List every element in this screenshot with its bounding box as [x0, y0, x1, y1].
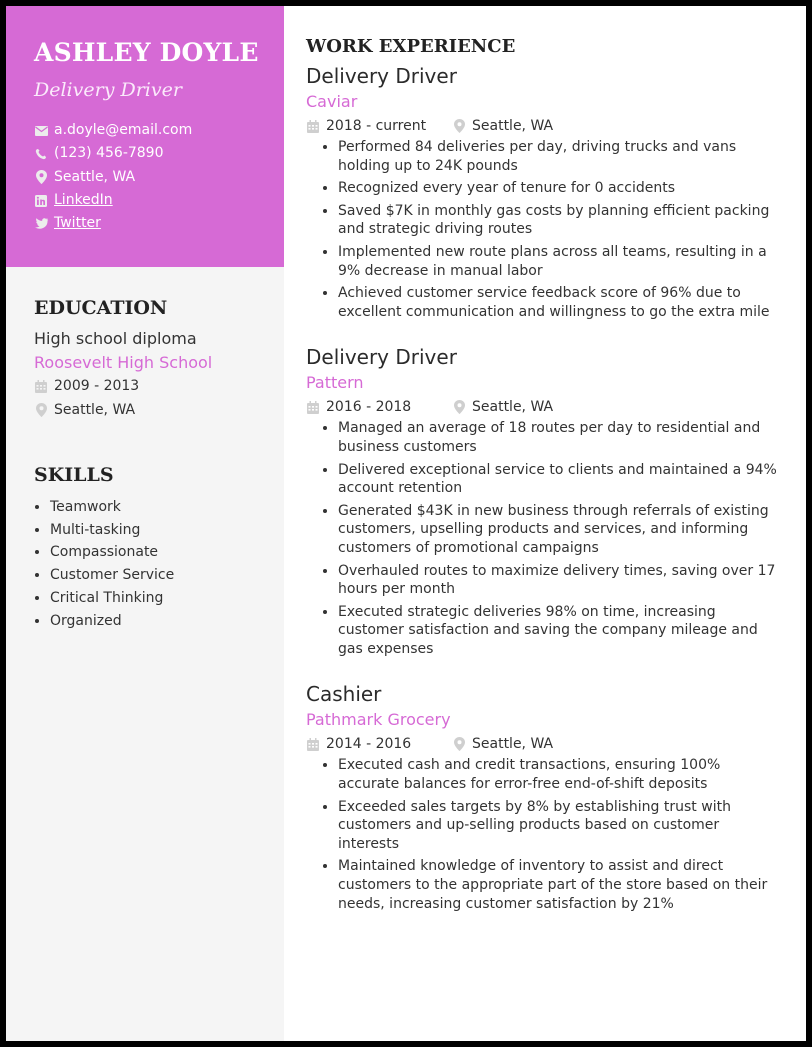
job-bullets: [306, 419, 786, 658]
job-location: Seattle, WA: [472, 118, 554, 134]
skills-section: [6, 462, 284, 632]
education-dates: 2009 - 2013: [54, 378, 140, 394]
phone-text: (123) 456-7890: [54, 145, 164, 162]
candidate-name: ASHLEY DOYLE: [34, 38, 259, 67]
job-bullets: [306, 138, 786, 321]
job-entry: [306, 680, 786, 913]
sidebar: [6, 6, 284, 1041]
calendar-icon: [34, 380, 48, 394]
education-school: Roosevelt High School: [34, 353, 213, 372]
job-bullet: • Achieved customer service feedback score of 96% due to excellent communication and willingness to go the extra mile: [338, 284, 786, 321]
job-company: Caviar: [306, 92, 358, 111]
envelope-icon: [34, 124, 48, 138]
education-degree: High school diploma: [34, 329, 197, 348]
job-location-group: [452, 395, 553, 419]
resume-page: [6, 6, 806, 1041]
education-dates-row: [34, 375, 284, 399]
job-bullet: • Implemented new route plans across all teams, resulting in a 9% decrease in manual labor: [338, 243, 786, 280]
job-bullet: • Saved $7K in monthly gas costs by planning efficient packing and strategic driving routes: [338, 202, 786, 239]
map-pin-icon: [34, 170, 48, 184]
job-bullet: • Overhauled routes to maximize delivery times, saving over 17 hours per month: [338, 562, 786, 599]
job-bullet: • Executed strategic deliveries 98% on time, increasing customer satisfaction and saving the company mileage and gas expenses: [338, 603, 786, 659]
contact-email: [34, 119, 284, 142]
job-bullets: [306, 756, 786, 913]
education-location: Seattle, WA: [54, 401, 136, 418]
job-company: Pattern: [306, 373, 364, 393]
job-title: Delivery Driver: [306, 64, 457, 88]
twitter-icon: [34, 217, 48, 231]
skill-item: • Multi-tasking: [50, 519, 284, 542]
main-content: [284, 6, 806, 1041]
job-entry: [306, 343, 786, 658]
skills-heading: SKILLS: [34, 464, 114, 486]
experience-heading: WORK EXPERIENCE: [306, 36, 516, 57]
header-block: [6, 6, 284, 267]
job-dates: 2014 - 2016: [326, 736, 412, 753]
contact-list: [34, 119, 284, 235]
job-company: Pathmark Grocery: [306, 710, 451, 730]
job-location: Seattle, WA: [472, 736, 554, 753]
map-pin-icon: [452, 737, 466, 751]
twitter-link[interactable]: Twitter: [54, 215, 101, 232]
map-pin-icon: [34, 403, 48, 417]
contact-linkedin: [34, 189, 284, 212]
job-location-group: [452, 114, 553, 138]
calendar-icon: [306, 119, 320, 133]
job-title: Delivery Driver: [306, 345, 457, 370]
contact-twitter: [34, 212, 284, 235]
job-meta: [306, 114, 786, 138]
job-bullet: • Recognized every year of tenure for 0 accidents: [338, 179, 786, 198]
skills-list: [34, 496, 284, 632]
job-dates-group: [306, 114, 452, 138]
calendar-icon: [306, 400, 320, 414]
candidate-title: Delivery Driver: [34, 79, 182, 101]
location-text: Seattle, WA: [54, 168, 136, 185]
skill-item: • Critical Thinking: [50, 587, 284, 610]
job-entry: [306, 62, 786, 321]
job-dates-group: [306, 732, 452, 756]
job-bullet: • Maintained knowledge of inventory to assist and direct customers to the appropriate part of the store based on their needs, increasing customer satisfaction by 21%: [338, 857, 786, 913]
map-pin-icon: [452, 119, 466, 133]
skill-item: • Organized: [50, 610, 284, 633]
education-heading: EDUCATION: [34, 297, 168, 319]
skill-item: • Customer Service: [50, 564, 284, 587]
skill-item: • Teamwork: [50, 496, 284, 519]
job-dates: 2018 - current: [326, 118, 427, 134]
education-section: [6, 295, 284, 422]
contact-phone: [34, 142, 284, 165]
job-bullet: • Delivered exceptional service to clients and maintained a 94% account retention: [338, 461, 786, 498]
job-title: Cashier: [306, 682, 382, 707]
job-dates-group: [306, 395, 452, 419]
job-bullet: • Exceeded sales targets by 8% by establishing trust with customers and up-selling products based on customer interests: [338, 798, 786, 854]
job-bullet: • Managed an average of 18 routes per day to residential and business customers: [338, 419, 786, 456]
job-dates: 2016 - 2018: [326, 399, 412, 416]
job-bullet: • Generated $43K in new business through referrals of existing customers, upselling products and services, and informing customers of promotional campaigns: [338, 502, 786, 558]
linkedin-icon: [34, 194, 48, 208]
education-location-row: [34, 399, 284, 423]
phone-icon: [34, 147, 48, 161]
calendar-icon: [306, 737, 320, 751]
job-location-group: [452, 732, 553, 756]
job-meta: [306, 732, 786, 756]
job-bullet: • Performed 84 deliveries per day, driving trucks and vans holding up to 24K pounds: [338, 138, 786, 175]
job-meta: [306, 395, 786, 419]
job-bullet: • Executed cash and credit transactions, ensuring 100% accurate balances for error-free end-of-shift deposits: [338, 756, 786, 793]
linkedin-link[interactable]: LinkedIn: [54, 191, 113, 208]
contact-location: [34, 166, 284, 189]
job-location: Seattle, WA: [472, 399, 554, 416]
email-text: a.doyle@email.com: [54, 122, 193, 138]
map-pin-icon: [452, 400, 466, 414]
skill-item: • Compassionate: [50, 541, 284, 564]
